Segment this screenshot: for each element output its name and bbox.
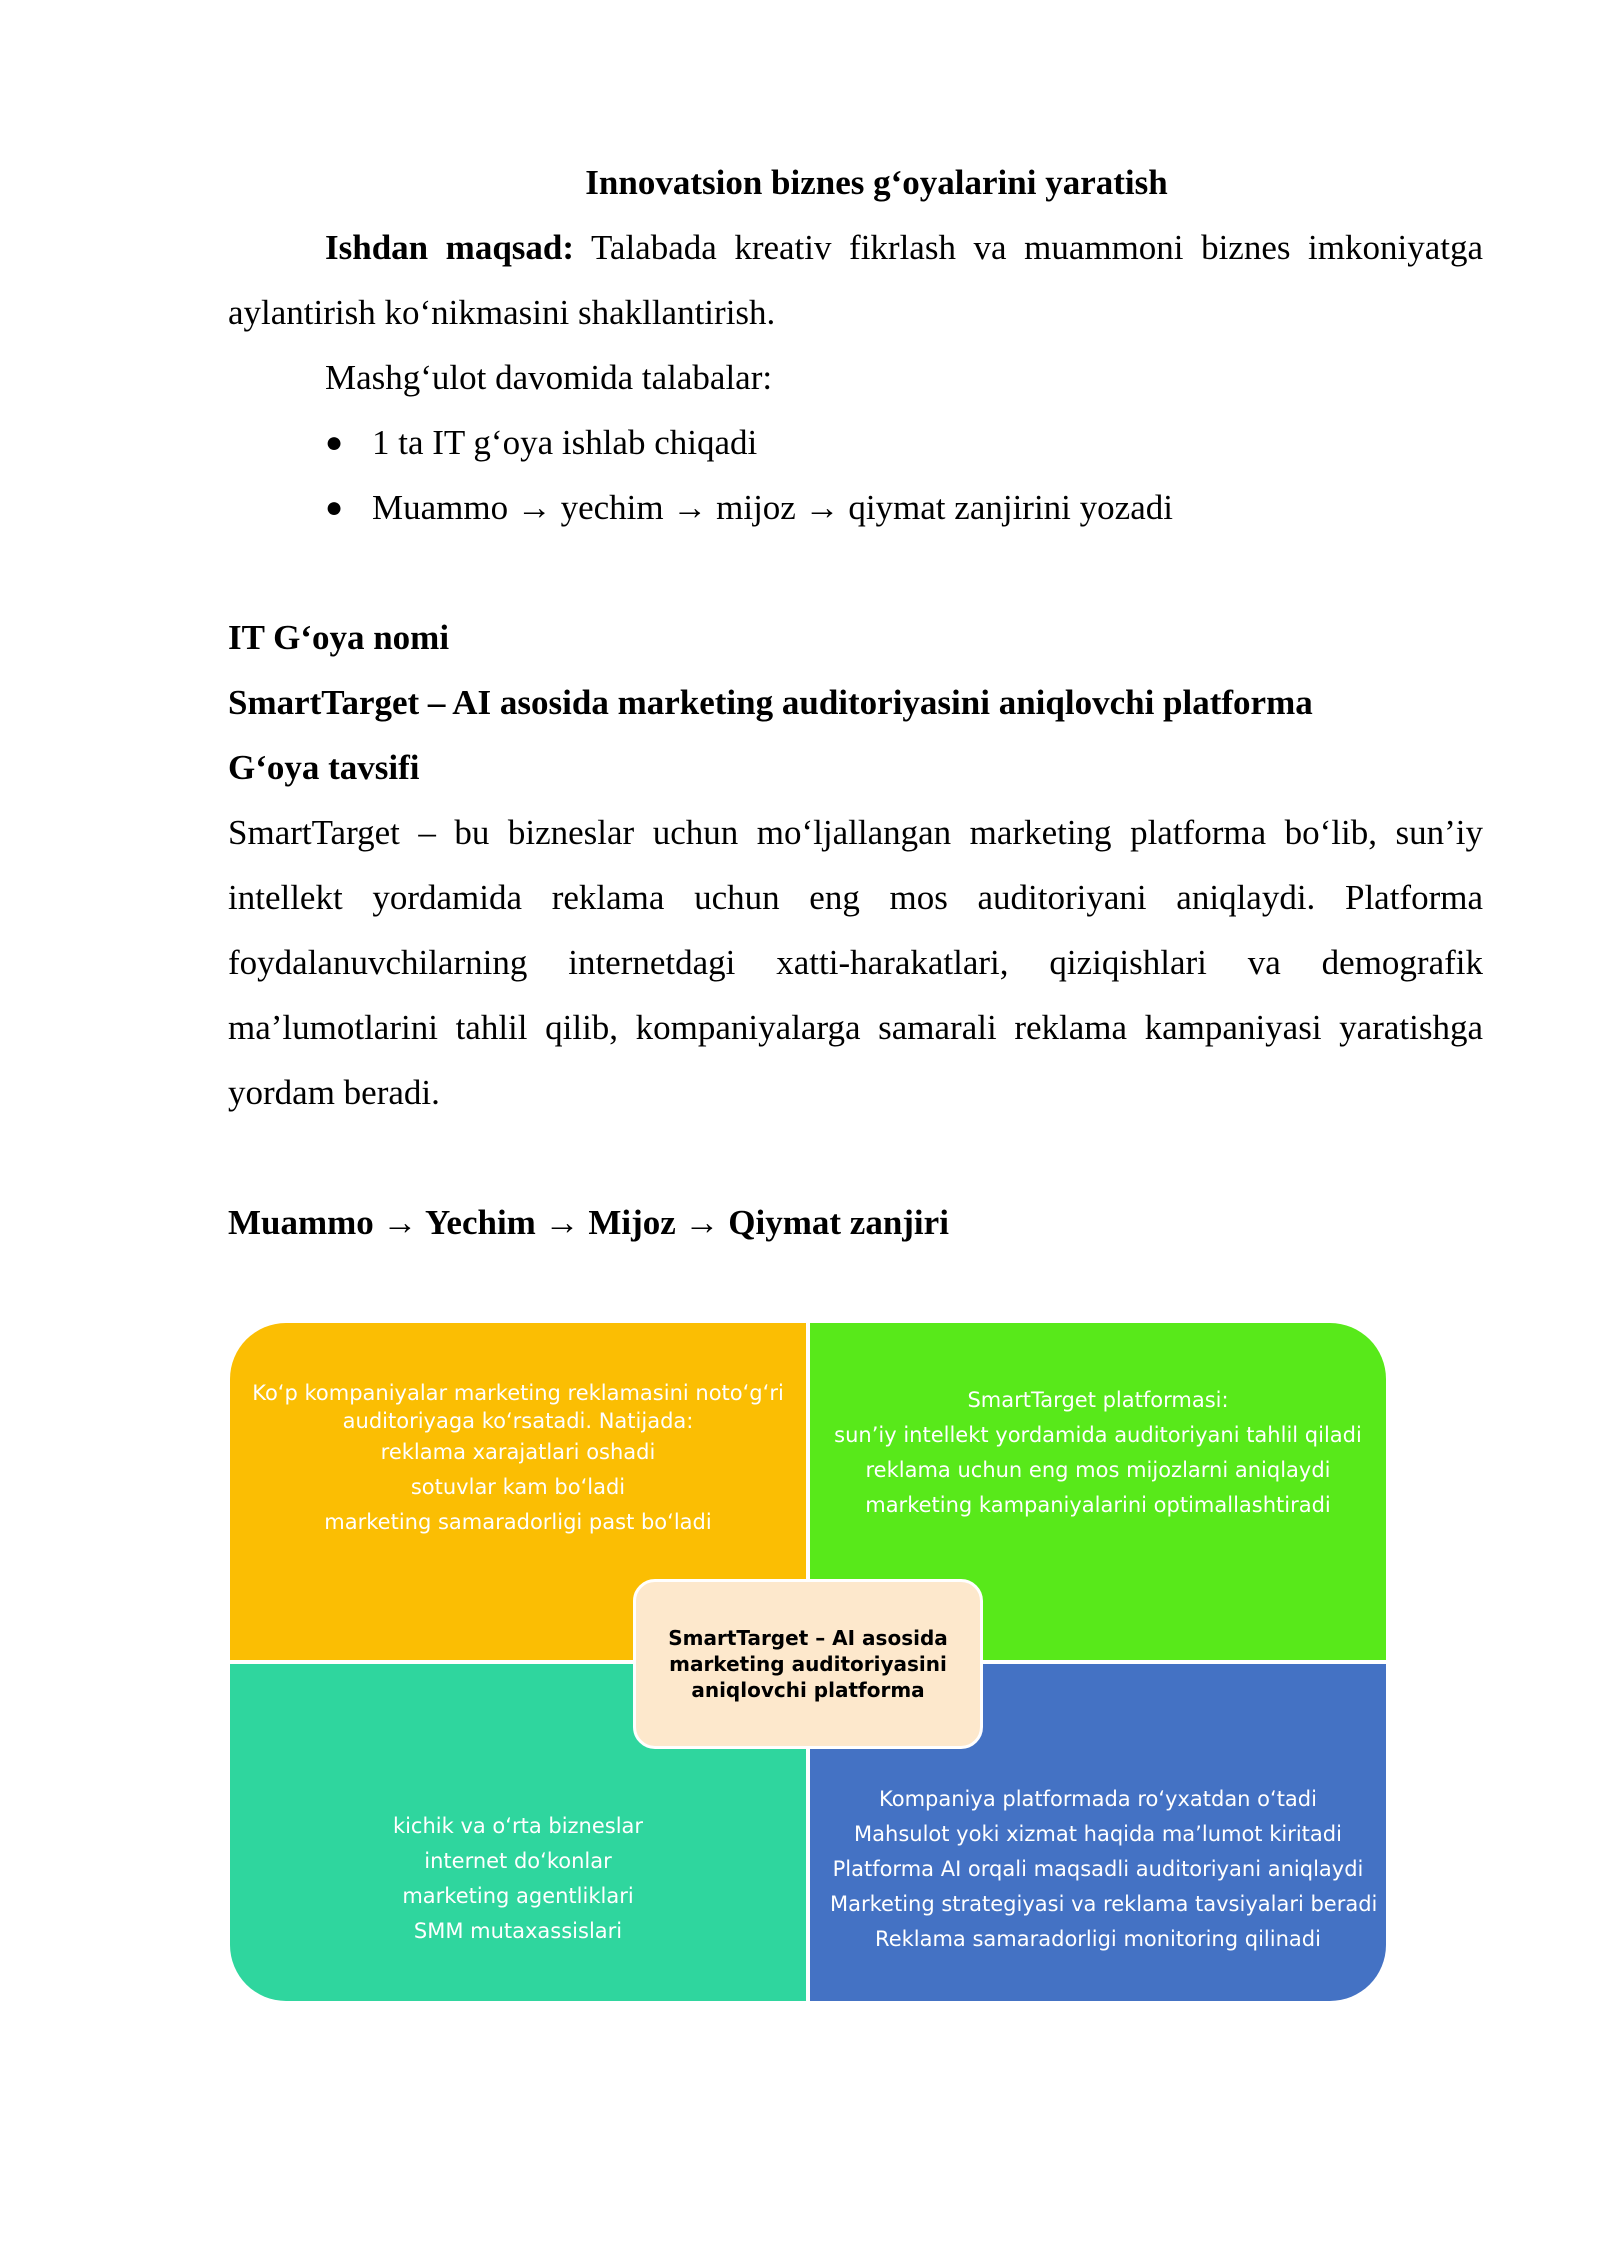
value-text: [830, 1782, 1378, 1957]
problem-text: [250, 1379, 786, 1540]
goal-label: Ishdan maqsad:: [325, 228, 575, 267]
center-idea-box: SmartTarget – AI asosida marketing auditoriyasini aniqlovchi platforma: [633, 1579, 983, 1749]
solution-text: [830, 1383, 1366, 1523]
diagram-line: Platforma AI orqali maqsadli auditoriyani aniqlaydi: [832, 1857, 1364, 1881]
diagram-line: Marketing strategiyasi va reklama tavsiyalari beradi: [830, 1892, 1378, 1916]
document-title: Innovatsion biznes gʻoyalarini yaratish: [585, 163, 1168, 202]
description-heading: Gʻoya tavsifi: [228, 748, 420, 787]
diagram-line: auditoriyaga koʻrsatadi. Natijada:: [342, 1409, 694, 1433]
diagram-line: SMM mutaxassislari: [413, 1919, 623, 1943]
diagram-line: marketing samaradorligi past boʻladi: [324, 1510, 712, 1534]
diagram-line: Kompaniya platformada roʻyxatdan oʻtadi: [879, 1787, 1317, 1811]
diagram-line: Reklama samaradorligi monitoring qilinadi: [875, 1927, 1321, 1951]
diagram-line: Mahsulot yoki xizmat haqida ma’lumot kiritadi: [854, 1822, 1342, 1846]
list-item-text: Muammo → yechim → mijoz → qiymat zanjirini yozadi: [372, 488, 1173, 527]
goal-text: Talabada kreativ fikrlash va muammoni biznes imkoniyatga aylantirish koʻnikmasini shakllantirish.: [228, 228, 1484, 332]
bullet-icon: ●: [325, 426, 344, 459]
diagram-line: Koʻp kompaniyalar marketing reklamasini notoʻgʻri: [252, 1381, 784, 1405]
diagram-line: kichik va oʻrta bizneslar: [392, 1814, 644, 1838]
diagram-line: reklama xarajatlari oshadi: [380, 1440, 656, 1464]
list-item: [228, 475, 1483, 540]
diagram-line: internet doʻkonlar: [424, 1849, 612, 1873]
idea-name: SmartTarget – AI asosida marketing auditoriyasini aniqlovchi platforma: [228, 683, 1313, 722]
bullet-icon: ●: [325, 491, 344, 524]
list-item: [228, 410, 1483, 475]
goal-paragraph: [228, 215, 1483, 345]
intro-text: Mashgʻulot davomida talabalar:: [325, 358, 773, 397]
value-chain-diagram: [230, 1323, 1386, 2000]
diagram-line: sun’iy intellekt yordamida auditoriyani tahlil qiladi: [834, 1423, 1362, 1447]
idea-name-heading: IT Gʻoya nomi: [228, 618, 450, 657]
diagram-line: marketing agentliklari: [402, 1884, 634, 1908]
task-list: [228, 410, 1483, 540]
diagram-line: SmartTarget platformasi:: [967, 1388, 1229, 1412]
document-body: [228, 150, 1483, 1255]
list-item-text: 1 ta IT gʻoya ishlab chiqadi: [372, 423, 758, 462]
chain-heading: Muammo → Yechim → Mijoz → Qiymat zanjiri: [228, 1203, 949, 1242]
description-paragraph: SmartTarget – bu bizneslar uchun moʻljallangan marketing platforma boʻlib, sun’iy intellekt yordamida reklama uchun eng mos auditoriyani aniqlaydi. Platforma foydalanuvchilarning internetdagi xatti-harakatlari, qiziqishlari va demografik ma’lumotlarini tahlil qilib, kompaniyalarga samarali reklama kampaniyasi yaratishga yordam beradi.: [228, 813, 1483, 1112]
diagram-line: reklama uchun eng mos mijozlarni aniqlaydi: [865, 1458, 1331, 1482]
customer-text: [250, 1809, 786, 1949]
diagram-line: marketing kampaniyalarini optimallashtiradi: [865, 1493, 1331, 1517]
diagram-line: sotuvlar kam boʻladi: [410, 1475, 626, 1499]
